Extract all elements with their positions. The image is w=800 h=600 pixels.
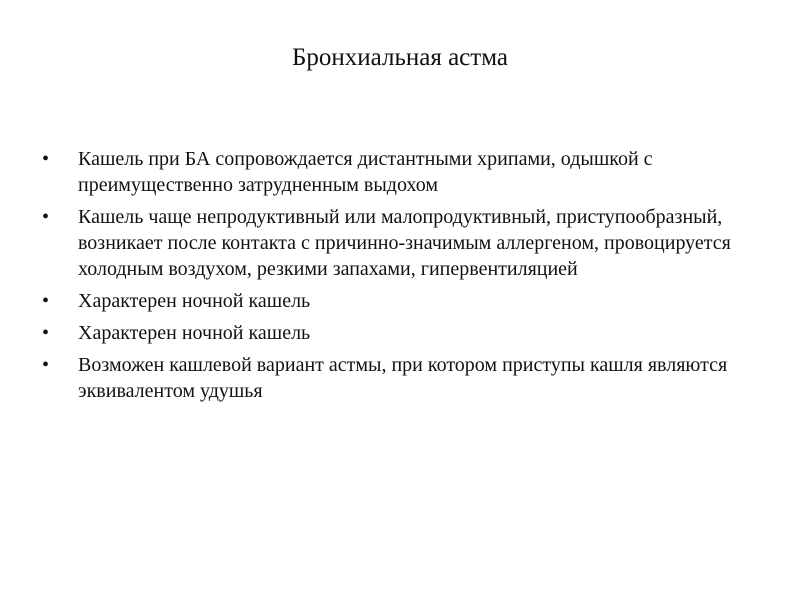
bullet-text: Характерен ночной кашель xyxy=(78,290,311,312)
list-item xyxy=(42,352,762,404)
list-item xyxy=(42,146,762,198)
bullet-text: Возможен кашлевой вариант астмы, при котором приступы кашля являются эквивалентом удушья xyxy=(78,354,728,402)
slide-title: Бронхиальная астма xyxy=(292,44,508,71)
list-item xyxy=(42,288,762,314)
list-item xyxy=(42,320,762,346)
bullet-text: Кашель при БА сопровождается дистантными хрипами, одышкой с преимущественно затрудненным выдохом xyxy=(78,148,653,196)
bullet-list xyxy=(42,146,762,410)
bullet-dot-icon: • xyxy=(42,148,50,170)
list-item xyxy=(42,204,762,282)
bullet-dot-icon: • xyxy=(42,206,50,228)
bullet-text: Кашель чаще непродуктивный или малопродуктивный, приступообразный, возникает после контакта с причинно-значимым аллергеном, провоцируется холодным воздухом, резкими запахами, гипервентиляцией xyxy=(78,206,731,280)
bullet-dot-icon: • xyxy=(42,322,50,344)
bullet-dot-icon: • xyxy=(42,354,50,376)
bullet-text: Характерен ночной кашель xyxy=(78,322,311,344)
bullet-dot-icon: • xyxy=(42,290,50,312)
